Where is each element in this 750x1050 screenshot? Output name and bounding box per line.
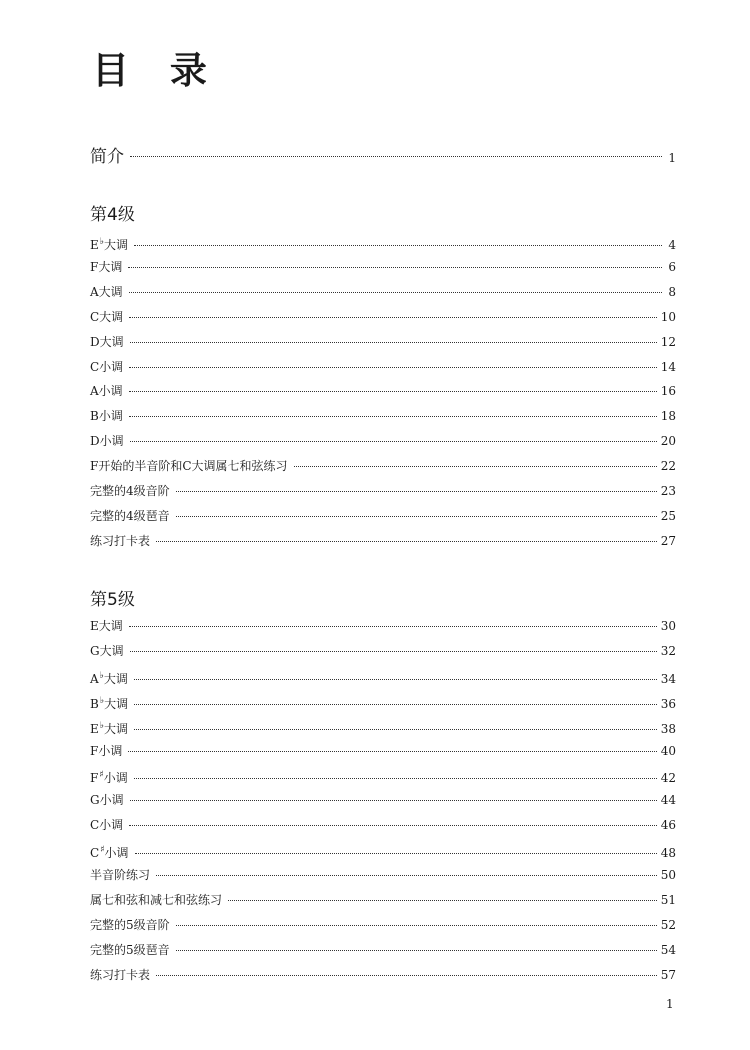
sharp-sign-icon: ♯ bbox=[100, 845, 105, 856]
toc-entry-page: 34 bbox=[660, 671, 676, 686]
toc-dot-leader bbox=[130, 799, 657, 801]
toc-entry-label bbox=[90, 842, 129, 861]
toc-entry-label: 属七和弦和减七和弦练习 bbox=[90, 892, 223, 907]
toc-dot-leader bbox=[129, 366, 657, 368]
toc-entry-label: F大调 bbox=[90, 259, 123, 274]
toc-dot-leader bbox=[134, 244, 662, 246]
toc-entry[interactable] bbox=[90, 259, 676, 275]
toc-entry-page: 57 bbox=[660, 967, 676, 982]
toc-entry[interactable] bbox=[90, 458, 676, 474]
toc-entry-label: 练习打卡表 bbox=[90, 533, 151, 548]
toc-entry-label: C小调 bbox=[90, 359, 124, 374]
section-heading-grade-4: 第4级 bbox=[90, 205, 135, 225]
toc-dot-leader bbox=[128, 750, 656, 752]
flat-sign-icon: ♭ bbox=[99, 237, 105, 247]
toc-entry[interactable] bbox=[90, 792, 676, 808]
toc-entry[interactable] bbox=[90, 892, 676, 908]
toc-entry-label: E大调 bbox=[90, 619, 123, 633]
toc-entry-label: 完整的5级琶音 bbox=[90, 942, 170, 957]
toc-entry[interactable] bbox=[90, 234, 676, 253]
toc-entry-label: 半音阶练习 bbox=[90, 868, 151, 882]
flat-sign-icon: ♭ bbox=[99, 720, 105, 731]
toc-entry[interactable] bbox=[90, 383, 676, 399]
toc-entry[interactable] bbox=[90, 309, 676, 325]
toc-entry-page: 50 bbox=[660, 868, 676, 882]
toc-entry-label: B小调 bbox=[90, 409, 123, 424]
toc-entry-label: D大调 bbox=[90, 334, 124, 349]
toc-entry-page: 14 bbox=[660, 359, 676, 374]
toc-entry[interactable] bbox=[90, 942, 676, 958]
key-mode: 小调 bbox=[104, 846, 129, 861]
toc-entry[interactable] bbox=[90, 618, 676, 634]
toc-entry-page: 30 bbox=[660, 619, 676, 633]
toc-entry-page: 16 bbox=[660, 384, 676, 399]
toc-entry[interactable] bbox=[90, 359, 676, 375]
toc-dot-leader bbox=[134, 678, 657, 680]
toc-entry-page: 51 bbox=[660, 892, 676, 907]
toc-dot-leader bbox=[228, 899, 657, 901]
toc-entry-label: C大调 bbox=[90, 309, 124, 324]
toc-entry-label: C小调 bbox=[90, 818, 124, 833]
toc-entry-page: 25 bbox=[660, 508, 676, 523]
toc-entry[interactable] bbox=[90, 693, 676, 712]
toc-entry-page: 12 bbox=[660, 334, 676, 349]
toc-entry[interactable] bbox=[90, 533, 676, 549]
toc-entry-label bbox=[90, 693, 128, 712]
toc-entry[interactable] bbox=[90, 433, 676, 449]
page-number: 1 bbox=[666, 997, 674, 1011]
toc-entry-label: 完整的4级音阶 bbox=[90, 484, 170, 498]
toc-entry-page: 40 bbox=[660, 743, 676, 758]
toc-dot-leader bbox=[130, 650, 657, 652]
toc-entry-page: 4 bbox=[668, 238, 676, 252]
key-letter: A bbox=[90, 671, 99, 686]
toc-dot-leader bbox=[176, 924, 657, 926]
toc-dot-leader bbox=[134, 777, 657, 779]
toc-entry-page: 54 bbox=[660, 942, 676, 957]
toc-dot-leader bbox=[129, 415, 657, 417]
toc-entry-page: 8 bbox=[668, 284, 676, 299]
toc-dot-leader bbox=[129, 291, 662, 293]
toc-entry[interactable] bbox=[90, 917, 676, 933]
toc-entry[interactable] bbox=[90, 817, 676, 833]
toc-entry-label bbox=[90, 234, 128, 253]
toc-dot-leader bbox=[176, 949, 657, 951]
toc-dot-leader bbox=[128, 266, 662, 268]
toc-entry[interactable] bbox=[90, 334, 676, 350]
toc-dot-leader bbox=[156, 874, 657, 876]
toc-entry-page: 42 bbox=[660, 771, 676, 786]
toc-entry-label: 练习打卡表 bbox=[90, 967, 151, 982]
toc-dot-leader bbox=[130, 341, 657, 343]
section-heading-grade-5: 第5级 bbox=[90, 590, 135, 610]
toc-entry-page: 27 bbox=[660, 533, 676, 548]
toc-entry-page: 23 bbox=[660, 484, 676, 498]
toc-entry[interactable] bbox=[90, 508, 676, 524]
toc-entry-label: D小调 bbox=[90, 434, 124, 449]
toc-dot-leader bbox=[134, 728, 657, 730]
toc-entry[interactable] bbox=[90, 483, 676, 499]
key-letter: B bbox=[90, 696, 99, 711]
toc-entry-page: 52 bbox=[660, 917, 676, 932]
toc-entry-page: 6 bbox=[668, 259, 676, 274]
toc-dot-leader bbox=[156, 540, 657, 542]
page-title: 目 录 bbox=[92, 49, 221, 92]
toc-entry-page: 10 bbox=[660, 309, 676, 324]
toc-entry[interactable] bbox=[90, 718, 676, 737]
toc-entry[interactable] bbox=[90, 743, 676, 759]
toc-entry-page: 44 bbox=[660, 793, 676, 808]
toc-entry-page: 48 bbox=[660, 846, 676, 861]
toc-entry[interactable] bbox=[90, 643, 676, 659]
toc-dot-leader bbox=[130, 440, 657, 442]
key-mode: 大调 bbox=[104, 696, 129, 711]
flat-sign-icon: ♭ bbox=[99, 695, 105, 706]
toc-dot-leader bbox=[294, 465, 657, 467]
toc-dot-leader bbox=[176, 490, 657, 492]
key-mode: 小调 bbox=[103, 771, 128, 786]
toc-dot-leader bbox=[129, 390, 657, 392]
flat-sign-icon: ♭ bbox=[99, 670, 104, 681]
toc-entry-page: 36 bbox=[660, 696, 676, 711]
sharp-sign-icon: ♯ bbox=[99, 770, 104, 781]
key-letter: C bbox=[90, 846, 100, 861]
toc-dot-leader bbox=[129, 824, 657, 826]
toc-entry[interactable] bbox=[90, 767, 676, 786]
toc-entry-page: 20 bbox=[660, 434, 676, 449]
toc-entry-page: 18 bbox=[660, 409, 676, 424]
toc-entry-page: 46 bbox=[660, 818, 676, 833]
toc-entry[interactable] bbox=[90, 284, 676, 300]
toc-dot-leader bbox=[130, 155, 662, 157]
toc-entry-label: A小调 bbox=[90, 384, 123, 399]
toc-dot-leader bbox=[129, 316, 657, 318]
toc-entry-page: 38 bbox=[660, 721, 676, 736]
toc-entry[interactable] bbox=[90, 867, 676, 883]
toc-entry[interactable] bbox=[90, 668, 676, 687]
toc-entry-label: 完整的4级琶音 bbox=[90, 508, 170, 523]
key-letter: E bbox=[90, 238, 99, 252]
toc-dot-leader bbox=[156, 974, 657, 976]
toc-entry-label: G大调 bbox=[90, 643, 124, 658]
key-mode: 大调 bbox=[104, 238, 129, 252]
toc-entry-label bbox=[90, 668, 128, 687]
toc-entry-label bbox=[90, 718, 128, 737]
toc-dot-leader bbox=[135, 852, 657, 854]
toc-entry[interactable] bbox=[90, 842, 676, 861]
toc-entry-label: 完整的5级音阶 bbox=[90, 917, 170, 932]
toc-dot-leader bbox=[134, 703, 657, 705]
toc-entry-label bbox=[90, 767, 128, 786]
toc-entry-label: F开始的半音阶和C大调属七和弦练习 bbox=[90, 459, 288, 474]
key-mode: 大调 bbox=[103, 671, 128, 686]
toc-entry-label: G小调 bbox=[90, 793, 124, 808]
toc-dot-leader bbox=[176, 515, 657, 517]
toc-entry-page: 1 bbox=[668, 151, 676, 165]
toc-entry-label: F小调 bbox=[90, 743, 123, 758]
key-letter: F bbox=[90, 771, 99, 786]
toc-entry-label: A大调 bbox=[90, 284, 123, 299]
toc-entry-label: 简介 bbox=[90, 147, 124, 167]
toc-entry-page: 32 bbox=[660, 643, 676, 658]
key-mode: 大调 bbox=[104, 721, 129, 736]
key-letter: E bbox=[90, 721, 99, 736]
toc-entry-intro[interactable] bbox=[90, 147, 676, 168]
toc-entry[interactable] bbox=[90, 408, 676, 424]
toc-entry[interactable] bbox=[90, 967, 676, 983]
toc-dot-leader bbox=[129, 625, 657, 627]
toc-entry-page: 22 bbox=[660, 459, 676, 474]
